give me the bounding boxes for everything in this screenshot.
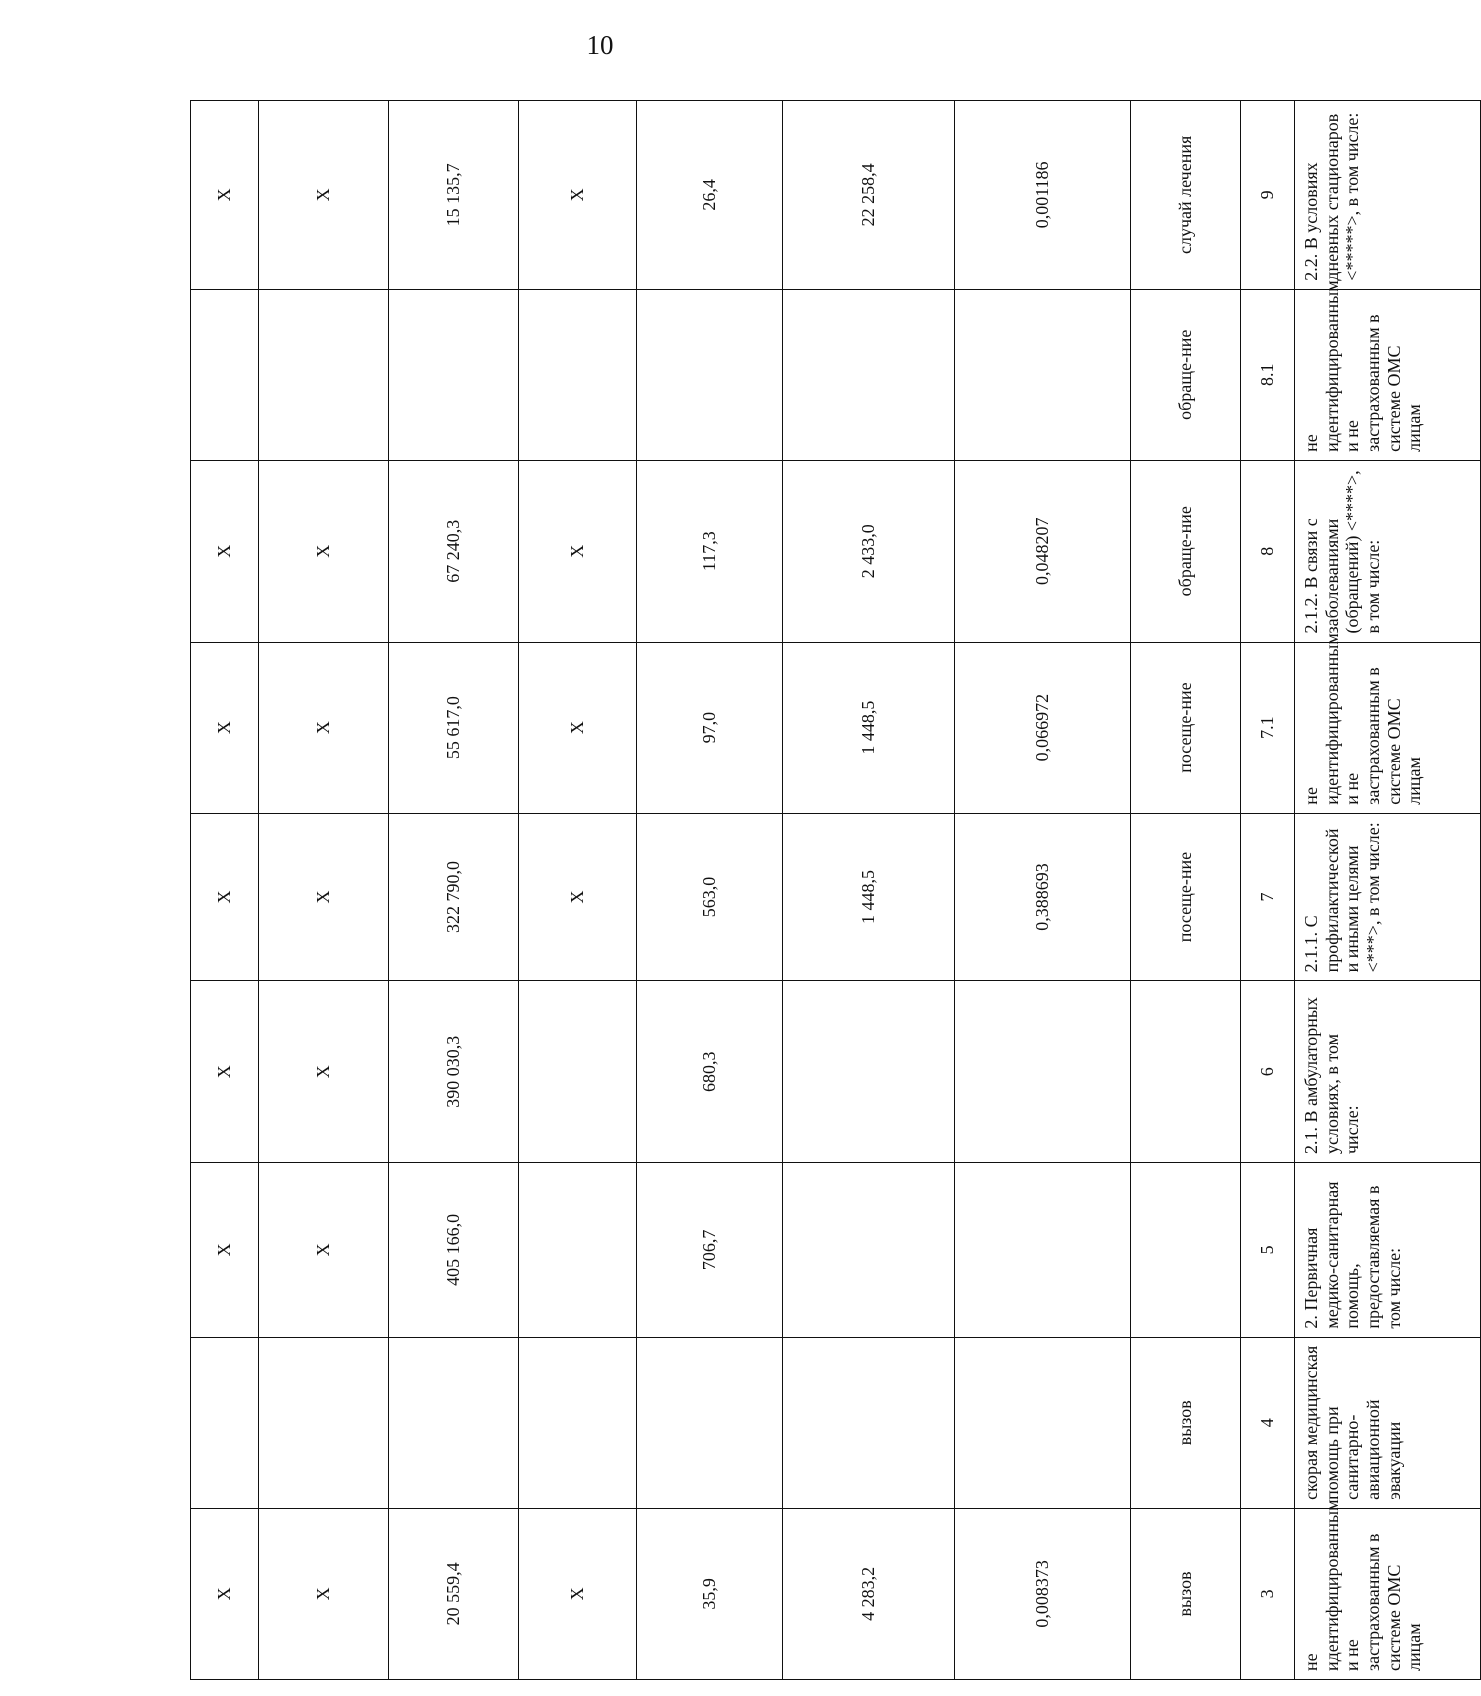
page-number: 10 [586, 30, 614, 60]
cell-row-number: 8.1 [1241, 289, 1295, 460]
cell-col-9 [259, 289, 389, 460]
cell-col-7 [519, 981, 637, 1163]
cell-col-6: 97,0 [637, 642, 783, 813]
cell-col-6 [637, 289, 783, 460]
cell-col-5: 22 258,4 [783, 101, 955, 290]
cell-col-8: 67 240,3 [389, 460, 519, 642]
cell-col-6: 680,3 [637, 981, 783, 1163]
cell-col-8 [389, 289, 519, 460]
cell-col-5 [783, 1163, 955, 1338]
cell-col-10: X [191, 813, 259, 981]
cell-unit: случай лечения [1131, 101, 1241, 290]
cell-col-5: 1 448,5 [783, 813, 955, 981]
cell-row-number: 7.1 [1241, 642, 1295, 813]
cell-row-number: 5 [1241, 1163, 1295, 1338]
cell-col-6: 563,0 [637, 813, 783, 981]
cell-col-4: 0,048207 [955, 460, 1131, 642]
cell-unit: обраще-ние [1131, 289, 1241, 460]
cell-col-7 [519, 1337, 637, 1508]
cell-col-10: X [191, 981, 259, 1163]
cell-col-9: X [259, 642, 389, 813]
cell-col-8: 322 790,0 [389, 813, 519, 981]
cell-col-5: 2 433,0 [783, 460, 955, 642]
cell-row-label: 2.1.1. С профилактической и иными целями <***>, в том числе: [1295, 813, 1481, 981]
cell-col-8 [389, 1337, 519, 1508]
table-line-col-8 [389, 101, 519, 1680]
table-line-col-10 [191, 101, 259, 1680]
cell-col-7 [519, 289, 637, 460]
cell-row-number: 8 [1241, 460, 1295, 642]
cell-col-8: 55 617,0 [389, 642, 519, 813]
cell-unit: посеще-ние [1131, 813, 1241, 981]
cell-col-7: X [519, 1508, 637, 1679]
cell-col-9 [259, 1337, 389, 1508]
cell-col-10: X [191, 101, 259, 290]
cell-col-9: X [259, 813, 389, 981]
cell-unit: вызов [1131, 1337, 1241, 1508]
cell-row-label: 2. Первичная медико-санитарная помощь, предоставляемая в том числе: [1295, 1163, 1481, 1338]
cell-col-10: X [191, 1163, 259, 1338]
table-line-unit [1131, 101, 1241, 1680]
cell-row-number: 7 [1241, 813, 1295, 981]
cell-row-label: не идентифицированным и не застрахованным в системе ОМС лицам [1295, 642, 1481, 813]
cell-col-4: 0,008373 [955, 1508, 1131, 1679]
cell-col-7: X [519, 642, 637, 813]
cell-unit: посеще-ние [1131, 642, 1241, 813]
cell-col-9: X [259, 1508, 389, 1679]
cell-unit: вызов [1131, 1508, 1241, 1679]
cell-row-number: 4 [1241, 1337, 1295, 1508]
table-line-col-5 [783, 101, 955, 1680]
cell-col-5 [783, 289, 955, 460]
cell-col-10: X [191, 642, 259, 813]
cell-col-6 [637, 1337, 783, 1508]
cell-col-10 [191, 1337, 259, 1508]
table-line-row-label [1295, 101, 1481, 1680]
cell-col-7: X [519, 813, 637, 981]
cell-row-number: 3 [1241, 1508, 1295, 1679]
table-line-col-9 [259, 101, 389, 1680]
cell-row-number: 6 [1241, 981, 1295, 1163]
cell-row-label: 2.1.2. В связи с заболеваниями (обращений) <****>, в том числе: [1295, 460, 1481, 642]
cell-col-6: 35,9 [637, 1508, 783, 1679]
cell-col-9: X [259, 101, 389, 290]
cell-col-10: X [191, 460, 259, 642]
cell-col-4 [955, 981, 1131, 1163]
cell-col-5 [783, 981, 955, 1163]
cell-col-5 [783, 1337, 955, 1508]
cell-col-10: X [191, 1508, 259, 1679]
cell-col-6: 706,7 [637, 1163, 783, 1338]
cell-col-8: 390 030,3 [389, 981, 519, 1163]
cell-unit: обраще-ние [1131, 460, 1241, 642]
cell-col-4: 0,001186 [955, 101, 1131, 290]
cell-col-4 [955, 1337, 1131, 1508]
table-line-col-7 [519, 101, 637, 1680]
cell-col-4: 0,066972 [955, 642, 1131, 813]
cell-col-5: 1 448,5 [783, 642, 955, 813]
financing-table [190, 100, 1481, 1680]
table-line-row-number [1241, 101, 1295, 1680]
cell-col-8: 15 135,7 [389, 101, 519, 290]
cell-row-label: скорая медицинская помощь при санитарно-авиационной эвакуации [1295, 1337, 1481, 1508]
cell-col-8: 20 559,4 [389, 1508, 519, 1679]
cell-col-7: X [519, 101, 637, 290]
cell-col-4 [955, 1163, 1131, 1338]
rotated-table-wrapper [190, 100, 1425, 1680]
cell-row-label: не идентифицированным и не застрахованным в системе ОМС лицам [1295, 289, 1481, 460]
cell-unit [1131, 981, 1241, 1163]
cell-unit [1131, 1163, 1241, 1338]
cell-col-9: X [259, 981, 389, 1163]
cell-row-label: 2.2. В условиях дневных стационаров <*****>, в том числе: [1295, 101, 1481, 290]
cell-col-7: X [519, 460, 637, 642]
table-line-col-6 [637, 101, 783, 1680]
table-line-col-4 [955, 101, 1131, 1680]
cell-row-label: 2.1. В амбулаторных условиях, в том числе: [1295, 981, 1481, 1163]
cell-col-4 [955, 289, 1131, 460]
cell-col-9: X [259, 460, 389, 642]
cell-row-number: 9 [1241, 101, 1295, 290]
cell-col-9: X [259, 1163, 389, 1338]
cell-col-7 [519, 1163, 637, 1338]
cell-col-8: 405 166,0 [389, 1163, 519, 1338]
cell-col-4: 0,388693 [955, 813, 1131, 981]
cell-col-5: 4 283,2 [783, 1508, 955, 1679]
cell-col-10 [191, 289, 259, 460]
cell-row-label: не идентифицированным и не застрахованным в системе ОМС лицам [1295, 1508, 1481, 1679]
cell-col-6: 26,4 [637, 101, 783, 290]
cell-col-6: 117,3 [637, 460, 783, 642]
